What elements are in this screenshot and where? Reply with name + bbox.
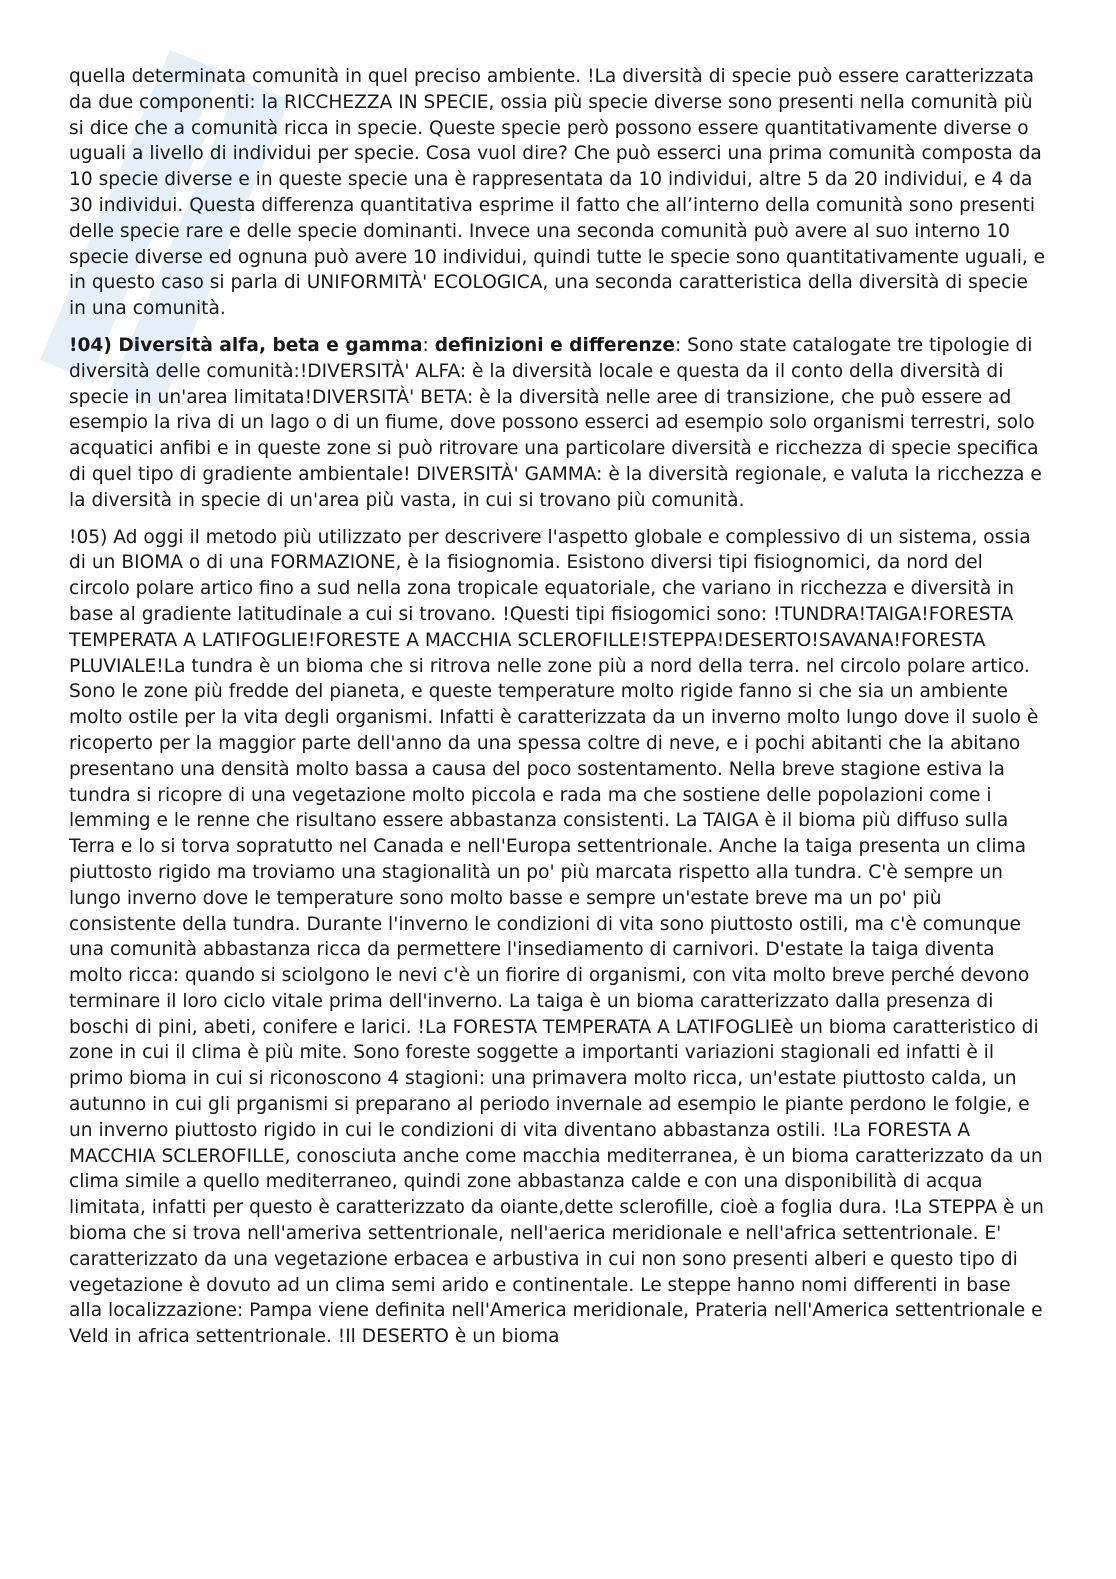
section-subheading-04: definizioni e differenze	[434, 334, 675, 356]
heading-separator: :	[422, 334, 435, 356]
paragraph-species-diversity: quella determinata comunità in quel preciso ambiente. !La diversità di specie può essere caratterizzata da due componenti: la RICCHEZZA IN SPECIE, ossia più specie diverse sono presenti nella comunità più si dice che a comunità ricca in specie. Queste specie però possono essere quantitativamente diverse o uguali a livello di individui per specie. Cosa vuol dire? Che può esserci una prima comunità composta da 10 specie diverse e in queste specie una è rappresentata da 10 individui, altre 5 da 20 individui, e 4 da 30 individui. Questa differenza quantitativa esprime il fatto che all’interno della comunità sono presenti delle specie rare e delle specie dominanti. Invece una seconda comunità può avere al suo interno 10 specie diverse ed ognuna può avere 10 individui, quindi tutte le specie sono quantitativamente uguali, e in questo caso si parla di UNIFORMITÀ' ECOLOGICA, una seconda caratteristica della diversità di specie in una comunità.	[69, 66, 1046, 320]
paragraph-alpha-beta-gamma	[69, 333, 1048, 514]
paragraph-biomes: !05) Ad oggi il metodo più utilizzato per descrivere l'aspetto globale e complessivo di un sistema, ossia di un BIOMA o di una FORMAZIONE, è la fisiognomia. Esistono diversi tipi fisiognomici, da nord del circolo polare artico fino a sud nella zona tropicale equatoriale, che variano in ricchezza e diversità in base al gradiente latitudinale a cui si trovano. !Questi tipi fisiogomici sono: !TUNDRA!TAIGA!FORESTA TEMPERATA A LATIFOGLIE!FORESTE A MACCHIA SCLEROFILLE!STEPPA!DESERTO!SAVANA!FORESTA PLUVIALE!La tundra è un bioma che si ritrova nelle zone più a nord della terra. nel circolo polare artico. Sono le zone più fredde del pianeta, e queste temperature molto rigide fanno si che sia un ambiente molto ostile per la vita degli organismi. Infatti è caratterizzata da un inverno molto lungo dove il suolo è ricoperto per la maggior parte dell'anno da una spessa coltre di neve, e i pochi abitanti che la abitano presentano una densità molto bassa a causa del poco sostentamento. Nella breve stagione estiva la tundra si ricopre di una vegetazione molto piccola e rada ma che sostiene delle popolazioni come i lemming e le renne che risultano essere abbastanza consistenti. La TAIGA è il bioma più diffuso sulla Terra e lo si torva sopratutto nel Canada e nell'Europa settentrionale. Anche la taiga presenta un clima piuttosto rigido ma troviamo una stagionalità un po' più marcata rispetto alla tundra. C'è sempre un lungo inverno dove le temperature sono molto basse e sempre un'estate breve ma un po' più consistente della tundra. Durante l'inverno le condizioni di vita sono piuttosto ostili, ma c'è comunque una comunità abbastanza ricca da permettere l'insediamento di carnivori. D'estate la taiga diventa molto ricca: quando si sciolgono le nevi c'è un fiorire di organismi, con vita molto breve perché devono terminare il loro ciclo vitale prima dell'inverno. La taiga è un bioma caratterizzato dalla presenza di boschi di pini, abeti, conifere e larici. !La FORESTA TEMPERATA A LATIFOGLIEè un bioma caratteristico di zone in cui il clima è più mite. Sono foreste soggette a importanti variazioni stagionali ed infatti è il primo bioma in cui si riconoscono 4 stagioni: una primavera molto ricca, un'estate piuttosto calda, un autunno in cui gli prganismi si preparano al periodo invernale ad esempio le piante perdono le folgie, e un inverno piuttosto rigido in cui le condizioni di vita diventano abbastanza ostili. !La FORESTA A MACCHIA SCLEROFILLE, conosciuta anche come macchia mediterranea, è un bioma caratterizzato da un clima simile a quello mediterraneo, quindi zone abbastanza calde e con una disponibilità di acqua limitata, infatti per questo è caratterizzato da oiante,dette sclerofille, cioè a foglia dura. !La STEPPA è un bioma che si trova nell'ameriva settentrionale, nell'aerica meridionale e nell'africa settentrionale. E' caratterizzato da una vegetazione erbacea e arbustiva in cui non sono presenti alberi e questo tipo di vegetazione è dovuto ad un clima semi arido e continentale. Le steppe hanno nomi differenti in base alla localizzazione: Pampa viene definita nell'America meridionale, Prateria nell'America settentrionale e Veld in africa settentrionale. !Il DESERTO è un bioma	[69, 526, 1044, 1348]
section-heading-04: !04) Diversità alfa, beta e gamma	[69, 334, 423, 356]
paragraph-alpha-beta-gamma-body: : Sono state catalogate tre tipologie di diversità delle comunità:!DIVERSITÀ' ALFA: è la diversità locale e questa da il conto della diversità di specie in un'area limitata!DIVERSITÀ' BETA: è la diversità nelle aree di transizione, che può essere ad esempio la riva di un lago o di un fiume, dove possono esserci ad esempio solo organismi terrestri, solo acquatici anfibi e in queste zone si può ritrovare una particolare diversità e ricchezza di specie specifica di quel tipo di gradiente ambientale! DIVERSITÀ' GAMMA: è la diversità regionale, e valuta la ricchezza e la diversità in specie di un'area più vasta, in cui si trovano più comunità.	[69, 334, 1042, 511]
